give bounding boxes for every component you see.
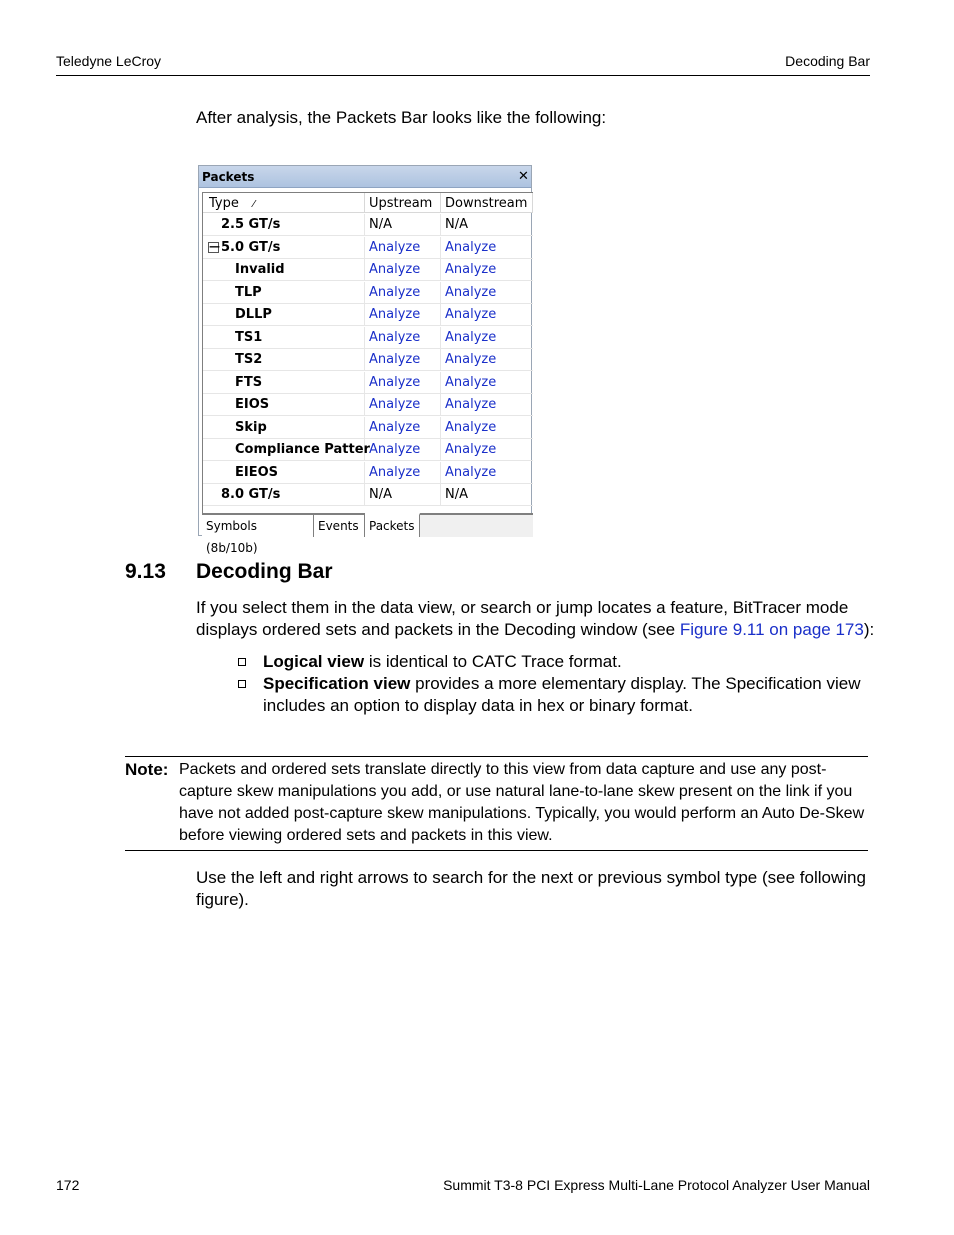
downstream-analyze-link[interactable]: Analyze bbox=[445, 464, 497, 480]
upstream-analyze-link[interactable]: Analyze bbox=[365, 462, 441, 484]
table-row[interactable] bbox=[203, 259, 533, 281]
packet-type-label: Invalid bbox=[235, 262, 285, 277]
section-number: 9.13 bbox=[125, 560, 166, 583]
tab-symbols[interactable]: Symbols (8b/10b) bbox=[202, 515, 314, 537]
bullet-icon bbox=[238, 658, 246, 666]
manual-title: Summit T3-8 PCI Express Multi-Lane Protocol Analyzer User Manual bbox=[443, 1177, 870, 1193]
packet-type-label: TS2 bbox=[235, 352, 263, 367]
packet-type-label: 5.0 GT/s bbox=[221, 239, 281, 255]
downstream-value: N/A bbox=[445, 217, 468, 232]
upstream-analyze-link[interactable]: Analyze bbox=[365, 417, 441, 439]
intro-text: After analysis, the Packets Bar looks like the following: bbox=[196, 108, 607, 127]
paragraph-2: Use the left and right arrows to search for the next or previous symbol type (see following figure). bbox=[196, 868, 866, 909]
close-icon[interactable]: ✕ bbox=[518, 169, 529, 184]
tab-packets[interactable]: Packets bbox=[365, 513, 420, 537]
packets-panel bbox=[198, 165, 532, 555]
packet-type bbox=[203, 394, 365, 416]
downstream-analyze-link[interactable]: Analyze bbox=[445, 397, 497, 412]
column-header-type[interactable] bbox=[203, 193, 365, 213]
packet-type-label: Compliance Patter bbox=[235, 442, 370, 457]
bullet-1-text: is identical to CATC Trace format. bbox=[364, 652, 622, 671]
downstream-analyze-link[interactable]: Analyze bbox=[445, 262, 497, 277]
table-row[interactable] bbox=[203, 484, 533, 506]
packet-type bbox=[203, 214, 365, 236]
downstream-analyze-link[interactable]: Analyze bbox=[445, 442, 497, 457]
tab-events[interactable]: Events bbox=[314, 515, 365, 537]
downstream-analyze-link[interactable]: Analyze bbox=[445, 284, 497, 300]
header-right: Decoding Bar bbox=[785, 53, 870, 69]
figure-link[interactable]: Figure 9.11 on page 173 bbox=[679, 620, 864, 639]
packet-type bbox=[203, 327, 365, 349]
upstream-analyze-link[interactable]: Analyze bbox=[365, 439, 441, 461]
upstream-analyze-link[interactable]: Analyze bbox=[365, 394, 441, 416]
downstream-analyze-link[interactable]: Analyze bbox=[445, 374, 497, 390]
bullet-2-text: provides a more elementary display. The Specification view includes an option to display data in hex or binary format. bbox=[263, 674, 861, 715]
packet-type bbox=[203, 237, 365, 259]
table-row[interactable] bbox=[203, 417, 533, 439]
paragraph-1-text: If you select them in the data view, or search or jump locates a feature, BitTracer mode displays ordered sets and packets in the Decoding window (see bbox=[196, 598, 849, 639]
note-text: Packets and ordered sets translate directly to this view from data capture and use any post-capture skew manipulations you add, or use natural lane-to-lane skew present on the link if you have not added post-capture skew manipulations. Typically, you would perform an Auto De-Skew before viewing ordered sets and packets in this view. bbox=[179, 761, 865, 844]
column-header-type-label: Type bbox=[209, 196, 239, 211]
packet-type-label: EIOS bbox=[235, 397, 270, 412]
upstream-analyze-link[interactable]: Analyze bbox=[365, 349, 441, 371]
upstream-analyze-link[interactable]: Analyze bbox=[365, 237, 441, 259]
upstream-analyze-link[interactable]: Analyze bbox=[365, 259, 441, 281]
collapse-icon[interactable]: — bbox=[209, 239, 220, 253]
downstream-analyze-link[interactable]: Analyze bbox=[445, 419, 497, 435]
upstream-value: N/A bbox=[365, 214, 441, 236]
table-row[interactable] bbox=[203, 372, 533, 394]
bullet-2-bold: Specification view bbox=[263, 674, 411, 693]
header-rule bbox=[56, 75, 870, 76]
column-header-upstream[interactable]: Upstream bbox=[365, 193, 441, 213]
downstream-value: N/A bbox=[445, 487, 468, 502]
panel-title: Packets bbox=[199, 166, 531, 188]
packet-type bbox=[203, 484, 365, 506]
packet-type-label: 2.5 GT/s bbox=[221, 217, 281, 232]
upstream-analyze-link[interactable]: Analyze bbox=[365, 372, 441, 394]
upstream-analyze-link[interactable]: Analyze bbox=[365, 304, 441, 326]
table-row[interactable] bbox=[203, 394, 533, 416]
table-row[interactable] bbox=[203, 462, 533, 484]
packet-type-label: DLLP bbox=[235, 307, 272, 322]
packet-type bbox=[203, 259, 365, 281]
packet-type bbox=[203, 372, 365, 394]
table-row[interactable] bbox=[203, 327, 533, 349]
table-row[interactable] bbox=[203, 304, 533, 326]
table-row[interactable] bbox=[203, 349, 533, 371]
upstream-analyze-link[interactable]: Analyze bbox=[365, 327, 441, 349]
table-row[interactable] bbox=[203, 214, 533, 236]
downstream-analyze-link[interactable]: Analyze bbox=[445, 239, 497, 255]
column-header-downstream[interactable]: Downstream bbox=[441, 193, 533, 213]
upstream-value: N/A bbox=[365, 484, 441, 506]
packet-type-label: Skip bbox=[235, 419, 267, 435]
packet-type-label: FTS bbox=[235, 374, 263, 390]
note-bottom-rule bbox=[125, 850, 868, 851]
page-number: 172 bbox=[56, 1177, 80, 1193]
packet-type bbox=[203, 439, 370, 461]
packet-type bbox=[203, 417, 365, 439]
paragraph-1-tail: ): bbox=[863, 620, 875, 639]
table-row[interactable] bbox=[203, 237, 533, 259]
packet-type bbox=[203, 304, 365, 326]
header-left: Teledyne LeCroy bbox=[56, 53, 162, 69]
packet-type bbox=[203, 282, 365, 304]
downstream-analyze-link[interactable]: Analyze bbox=[445, 352, 497, 367]
bullet-icon bbox=[238, 680, 246, 688]
panel-tabs bbox=[202, 513, 533, 555]
table-row[interactable] bbox=[203, 439, 533, 461]
note-top-rule bbox=[125, 756, 868, 757]
downstream-analyze-link[interactable]: Analyze bbox=[445, 329, 497, 345]
bullet-1 bbox=[263, 651, 863, 673]
table-row[interactable] bbox=[203, 282, 533, 304]
sort-icon: ⁄ bbox=[253, 199, 255, 210]
bullet-2 bbox=[263, 673, 863, 717]
upstream-analyze-link[interactable]: Analyze bbox=[365, 282, 441, 304]
paragraph-1 bbox=[196, 597, 876, 641]
packet-type-label: EIEOS bbox=[235, 464, 279, 480]
note-label: Note: bbox=[125, 760, 169, 779]
packet-type-label: TS1 bbox=[235, 329, 263, 345]
downstream-analyze-link[interactable]: Analyze bbox=[445, 307, 497, 322]
packet-type-label: TLP bbox=[235, 284, 262, 300]
packet-type bbox=[203, 349, 365, 371]
packet-type-label: 8.0 GT/s bbox=[221, 487, 281, 502]
packet-type bbox=[203, 462, 365, 484]
section-title: Decoding Bar bbox=[196, 560, 333, 583]
bullet-1-bold: Logical view bbox=[263, 652, 365, 671]
